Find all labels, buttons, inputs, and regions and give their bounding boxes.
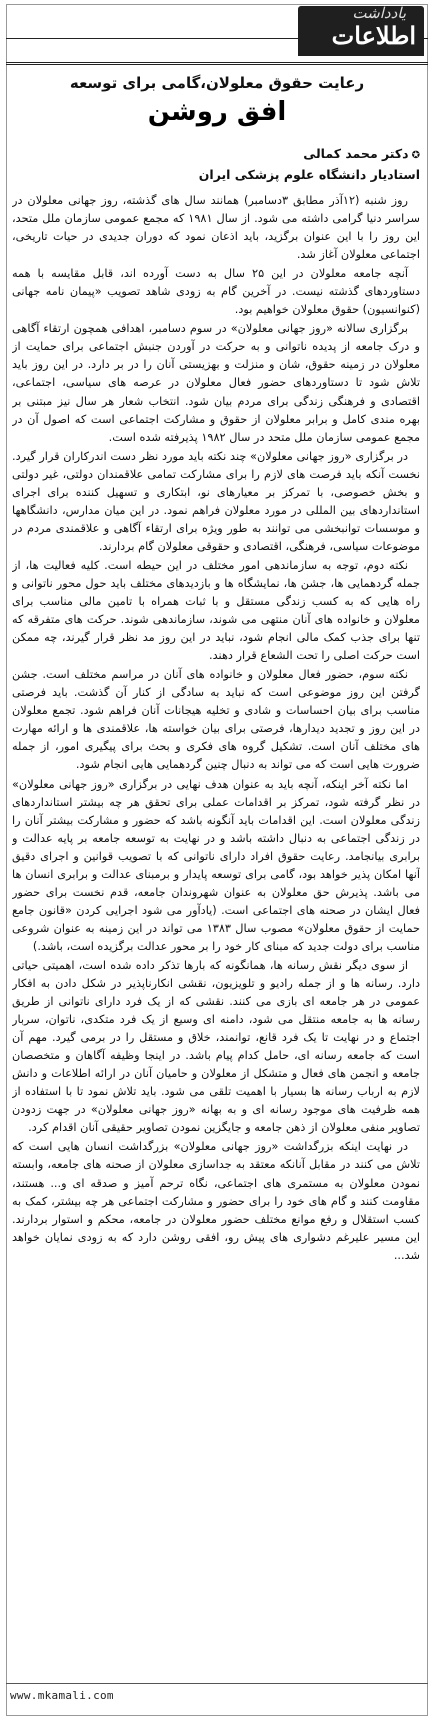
article-kicker: رعایت حقوق معلولان،گامی برای توسعه: [69, 74, 365, 92]
paragraph: برگزاری سالانه «روز جهانی معلولان» در سوم دسامبر، اهدافی همچون ارتقاء آگاهی و درک جامعه از پدیده ناتوانی و به حرکت در آوردن جنبش اجتماعی برای حمایت از معلولان در زمینه حقوق، شان و منزلت و بهزیستی آنان را در بر دارد. در این روز باید تلاش شود تا دستاوردهای حضور فعال معلولان در عرصه های سیاسی، اجتماعی، اقتصادی و فرهنگی زندگی برای مردم بیان شود. انتخاب شعار هر سال نیز مبتنی بر بهره مندی کامل و برابر معلولان از حقوق و مشارکت اجتماعی است که اصول آن در مجمع عمومی سازمان ملل متحد در سال ۱۹۸۲ پذیرفته شده است.: [12, 322, 420, 444]
paragraph: در نهایت اینکه بزرگداشت «روز جهانی معلولان» بزرگداشت انسان هایی است که تلاش می کنند در مقابل آنانکه معتقد به جداسازی معلولان از صحنه های جامعه، وابسته نمودن معلولان به مستمری های اجتماعی، نگاه ترحم آمیز و صدقه ای و... هستند، مقاومت کنند و گام های خود را برای حضور و مشارکت اجتماعی هر چه بیشتر، کمک به کسب استقلال و رفع موانع مختلف حضور معلولان در جامعه، محکم و استوار بردارند. این مسیر علیرغم دشواری های پیش رو، افقی روشن دارد که به زودی نمایان خواهد شد...: [12, 1140, 420, 1262]
paragraph: در برگزاری «روز جهانی معلولان» چند نکته باید مورد نظر دست اندرکاران قرار گیرد. نخست آنکه باید فرصت های لازم را برای مشارکت تمامی علاقمندان دولتی، غیر دولتی و بخش خصوصی، با تمرکز بر معیارهای نو، ابتکاری و تسهیل کننده برای اجرای استانداردهای بین المللی در مورد معلولان فراهم نمود. در این میان مدارس، دانشگاهها و موسسات توانبخشی می توانند به طور ویژه برای ارتقاء آگاهی و علاقمندی مردم در موضوعات سیاسی، فرهنگی، اقتصادی و حقوقی معلولان گام بردارند.: [12, 449, 420, 553]
paragraph: آنچه جامعه معلولان در این ۲۵ سال به دست آورده اند، قابل مقایسه با همه دستاوردهای گذشته نیست. در آخرین گام به زودی شاهد تصویب «پیمان نامه جهانی (کنوانسیون) حقوق معلولان خواهیم بود.: [12, 267, 420, 317]
byline-marker-icon: ✪: [411, 150, 420, 161]
author-affiliation: استادیار دانشگاه علوم پزشکی ایران: [198, 167, 420, 182]
section-label: یادداشت: [352, 4, 406, 22]
article-body: [12, 192, 420, 1662]
website-url[interactable]: www.mkamali.com: [10, 1689, 114, 1702]
paragraph: از سوی دیگر نقش رسانه ها، همانگونه که بارها تذکر داده شده است، اهمیتی حیاتی دارد. رسانه ها و از جمله رادیو و تلویزیون، نقشی انکارناپذیر در شکل دادن به افکار عمومی در هر جامعه ای بازی می کنند. نقشی که از یک فرد دارای ناتوانی از طریق رسانه ها به جامعه منتقل می شود، دامنه ای وسیع از یک فرد متکدی، ناتوان، سربار اجتماع و در نهایت تا یک فرد قانع، توانمند، خلاق و مستقل را در برمی گیرد. مهم آن است که جامعه رسانه ای، حامل کدام پیام باشد. در اینجا وظیفه آگاهان و متخصصان جامعه و انجمن های فعال و متشکل از معلولان و حامیان آنان در ارائه اطلاعات و دانش لازم به ارباب رسانه ها بسیار با اهمیت تلقی می شود. باید تلاش نمود تا با استفاده از همه ظرفیت های موجود رسانه ای و به بهانه «روز جهانی معلولان» در جهت زدودن تصاویر منفی معلولان از ذهن جامعه و جایگزین نمودن تصاویر حقیقی آنان اقدام کرد.: [12, 958, 420, 1135]
article-headline: افق روشن: [147, 97, 287, 127]
logo-wordmark: اطلاعات: [331, 21, 416, 50]
paragraph: اما نکته آخر اینکه، آنچه باید به عنوان هدف نهایی در برگزاری «روز جهانی معلولان» در نظر گرفته شود، تمرکز بر اقدامات عملی برای تحقق هر چه بیشتر استانداردهای زندگی معلولان است. این اقدامات باید آنگونه باشد که حضور و مشارکت بیشتر آنان را در زندگی اجتماعی به دنبال داشته باشد و در نهایت به توسعه جامعه بر پایه عدالت و برابری بیانجامد. رعایت حقوق افراد دارای ناتوانی که با تصویب قوانین و اجرای دقیق آنها امکان پذیر خواهد بود، گامی برای توسعه پایدار و برمبنای عدالت و برابری انسان ها می باشد. پذیرش حق معلولان به عنوان شهروندان جامعه، قدم نخست برای حضور فعال ایشان در صحنه های اجتماعی است. (یادآور می شود اجرایی کردن «قانون جامع حمایت از حقوق معلولان» مصوب سال ۱۳۸۳ می تواند در این زمینه به عنوان شروعی مناسب برای دولت جدید که مبنای کار خود را بر محور عدالت برگزیده است، باشد.): [12, 777, 420, 953]
paragraph: نکته دوم، توجه به سازماندهی امور مختلف در این حیطه است. کلیه فعالیت ها، از جمله گردهمایی ها، جشن ها، نمایشگاه ها و بازدیدهای مختلف باید حول محور ناتوانی و راه هایی که به کسب زندگی مستقل و با ثبات همراه با تامین مالی مناسب برای معلولان و خانواده های آنان منتهی می شوند، سازماندهی شوند. حرکت های متفرقه که تنها برای جذب کمک مالی انجام شود، نباید در این روز مد نظر قرار گیرند، چه ممکن است حرکت اصلی را تحت الشعاع قرار دهند.: [12, 558, 420, 663]
newspaper-logo: [298, 6, 424, 56]
author-name: دکتر محمد کمالی: [303, 146, 409, 161]
byline: [120, 144, 420, 184]
paragraph: روز شنبه (۱۲آذر مطابق ۳دسامبر) همانند سال های گذشته، روز جهانی معلولان در سراسر دنیا گرامی داشته می شود. از سال ۱۹۸۱ که مجمع عمومی سازمان ملل متحد، این روز را با این عنوان برگزید، باید اذعان نمود که دوران جدیدی در حیات تاریخی، اجتماعی معلولان آغاز شد.: [12, 194, 420, 262]
masthead: [6, 4, 428, 65]
footer-divider: [6, 1683, 428, 1684]
paragraph: نکته سوم، حضور فعال معلولان و خانواده های آنان در مراسم مختلف است. جشن گرفتن این روز موضوعی است که نباید به سادگی از کنار آن گذشت. باید فرصتی مناسب برای بیان احساسات و شادی و تخلیه هیجانات آنان فراهم شود. تجمع معلولان در این روز و تجدید دیدارها، فرصتی برای بیان خواسته ها، علاقمندی ها و ارائه مهارت های مختلف آنان است. تشکیل گروه های فکری و بحث برای پیگیری امور، از جمله ضرورت هایی است که می تواند به دنبال چنین گردهمایی هایی انجام شود.: [12, 668, 420, 772]
